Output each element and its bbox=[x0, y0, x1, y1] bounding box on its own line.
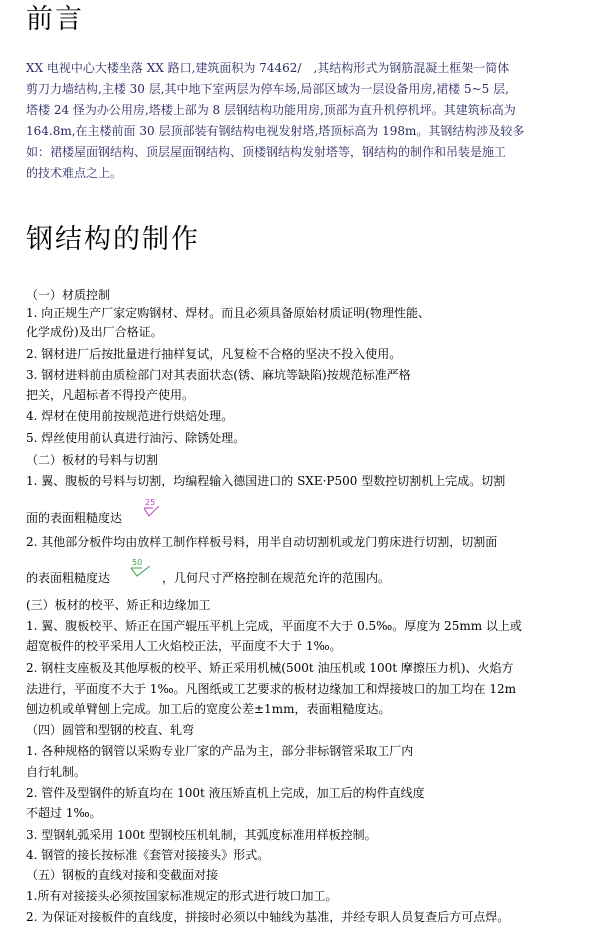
body-line: 把关，凡超标者不得投产使用。 bbox=[26, 388, 195, 402]
body-line: ，几何尺寸严格控制在规范允许的范围内。 bbox=[162, 571, 391, 585]
body-line: 5. 焊丝使用前认真进行油污、除锈处理。 bbox=[26, 431, 246, 445]
intro-line: 塔楼 24 怪为办公用房,塔楼上部为 8 层钢结构功能用房,顶部为直升机停机坪。其建筑标高为 bbox=[26, 103, 516, 117]
intro-line: 如：裙楼屋面钢结构、顶层屋面钢结构、顶楼钢结构发射塔等，钢结构的制作和吊装是施工 bbox=[26, 145, 507, 159]
body-line: 1.所有对接接头必须按国家标准规定的形式进行坡口加工。 bbox=[26, 889, 338, 903]
section-heading-butt-joints: （五）钢板的直线对接和变截面对接 bbox=[26, 868, 219, 882]
body-line: 1. 各种规格的钢管以采购专业厂家的产品为主，部分非标钢管采取工厂内 bbox=[26, 744, 414, 758]
body-line: 超宽板件的校平采用人工火焰校正法，平面度不大于 1‰。 bbox=[26, 639, 342, 653]
body-line: 4. 焊材在使用前按规范进行烘焙处理。 bbox=[26, 409, 234, 423]
roughness-value: 25 bbox=[145, 498, 156, 507]
body-line: 刨边机或单臂刨上完成。加工后的宽度公差±1mm，表面粗糙度达。 bbox=[26, 702, 391, 716]
roughness-value: 50 bbox=[132, 558, 143, 567]
roughness-check-icon bbox=[130, 566, 152, 578]
body-line: 2. 其他部分板件均由放样工制作样板号料，用半自动切割机或龙门剪床进行切割，切割面 bbox=[26, 535, 498, 549]
body-line: 的表面粗糙度达 bbox=[26, 571, 111, 585]
body-line: 1. 翼、腹板的号料与切割，均编程输入德国进口的 SXE·P500 型数控切割机上完成。切割 bbox=[26, 474, 506, 488]
section-heading-leveling: (三）板材的校平、矫正和边缘加工 bbox=[26, 598, 211, 612]
body-line: 2. 为保证对接板件的直线度，拼接时必须以中轴线为基准，并经专职人员复查后方可点焊。 bbox=[26, 910, 510, 924]
body-line: 1. 向正规生产厂家定购钢材、焊材。而且必须具备原始材质证明(物理性能、 bbox=[26, 306, 430, 320]
body-line: 化学成份)及出厂合格证。 bbox=[26, 325, 163, 339]
intro-line: 的技术难点之上。 bbox=[26, 166, 123, 180]
section-heading-pipes: （四）圆管和型钢的校直、轧弯 bbox=[26, 723, 195, 737]
body-line: 法进行，平面度不大于 1‰。凡图纸或工艺要求的板材边缘加工和焊接坡口的加工均在 12m bbox=[26, 682, 517, 696]
roughness-check-icon bbox=[143, 506, 161, 518]
body-line: 2. 管件及型钢件的矫直均在 100t 液压矫直机上完成，加工后的构件直线度 bbox=[26, 786, 425, 800]
body-line: 2. 钢柱支座板及其他厚板的校平、矫正采用机械(500t 油压机或 100t 摩擦压力机)、火焰方 bbox=[26, 661, 514, 675]
body-line: 自行轧制。 bbox=[26, 765, 87, 779]
body-line: 不超过 1‰。 bbox=[26, 806, 102, 820]
body-line: 1. 翼、腹板校平、矫正在国产辊压平机上完成，平面度不大于 0.5‰。厚度为 25mm 以上或 bbox=[26, 619, 522, 633]
section-heading-material: （一）材质控制 bbox=[26, 288, 111, 302]
body-line: 面的表面粗糙度达 bbox=[26, 511, 123, 525]
preface-heading: 前言 bbox=[26, 4, 84, 35]
intro-line: XX 电视中心大楼坐落 XX 路口,建筑面积为 74462/ ,其结构形式为钢筋混凝土框架一简体 bbox=[26, 61, 510, 75]
body-line: 3. 钢材进料前由质检部门对其表面状态(锈、麻坑等缺陷)按规范标准严格 bbox=[26, 368, 411, 382]
intro-line: 164.8m,在主楼前面 30 层顶部装有钢结构电视发射塔,塔顶标高为 198m。其钢结构涉及较多 bbox=[26, 124, 525, 138]
body-line: 4. 钢管的接长按标准《套管对接接头》形式。 bbox=[26, 848, 270, 862]
body-line: 3. 型钢轧弧采用 100t 型钢校压机轧制，其弧度标准用样板控制。 bbox=[26, 828, 377, 842]
steel-fabrication-heading: 钢结构的制作 bbox=[26, 224, 200, 255]
intro-line: 剪刀力墙结构,主楼 30 层,其中地下室两层为停车场,局部区域为一层设备用房,裙楼 5~5 层, bbox=[26, 82, 509, 96]
body-line: 2. 钢材进厂后按批量进行抽样复试，凡复检不合格的坚决不投入使用。 bbox=[26, 347, 402, 361]
section-heading-cutting: （二）板材的号料与切割 bbox=[26, 453, 159, 467]
